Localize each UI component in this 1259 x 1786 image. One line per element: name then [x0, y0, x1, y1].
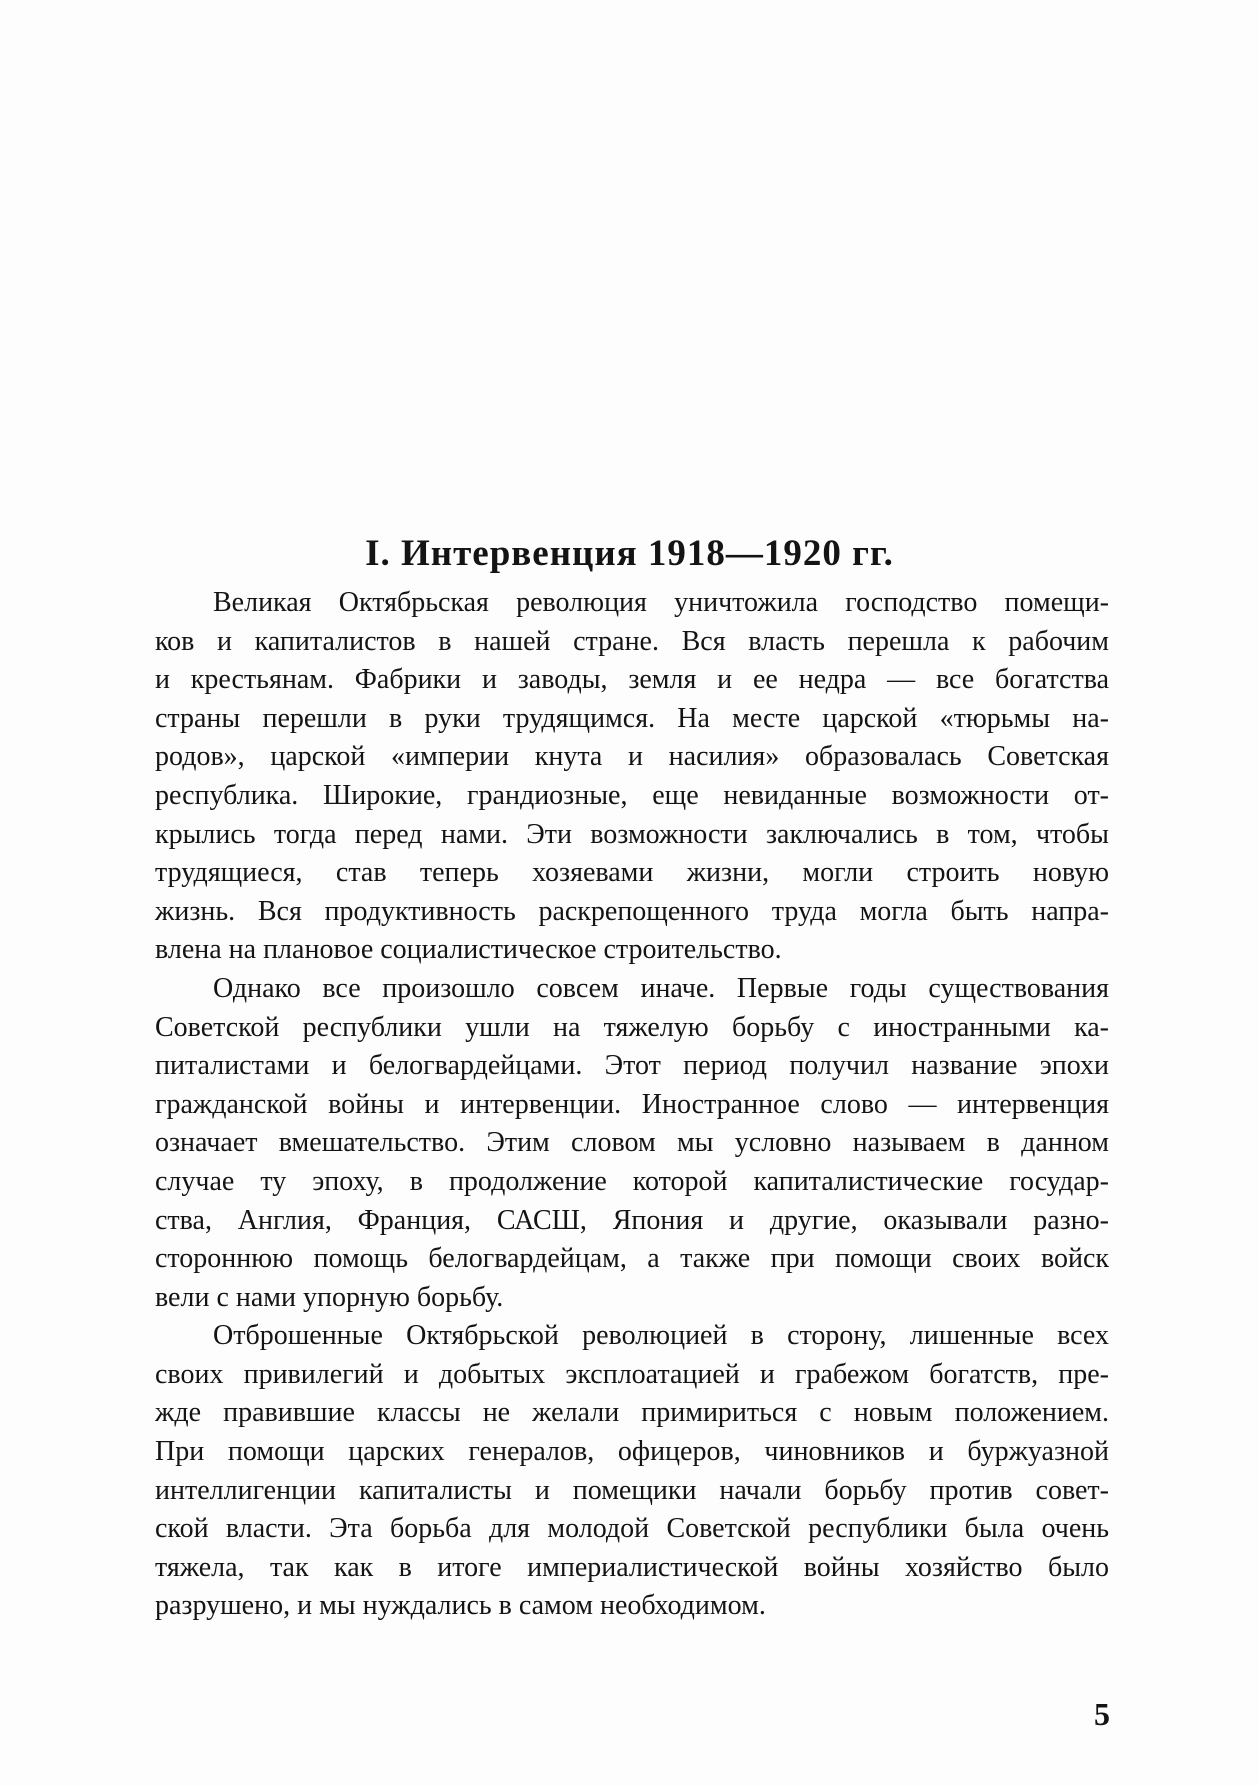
text-line: разрушено, и мы нуждались в самом необходимом.: [155, 1590, 766, 1622]
text-line: ков и капиталистов в нашей стране. Вся власть перешла к рабочим: [155, 625, 1109, 657]
text-line: вели с нами упорную борьбу.: [155, 1281, 504, 1313]
text-line: жде правившие классы не желали примириться с новым положением.: [155, 1397, 1109, 1429]
text-line: крылись тогда перед нами. Эти возможности заключались в том, чтобы: [155, 818, 1109, 850]
text-line: ства, Англия, Франция, САСШ, Япония и другие, оказывали разно-: [155, 1204, 1109, 1236]
text-line: интеллигенции капиталисты и помещики начали борьбу против совет-: [155, 1474, 1109, 1506]
text-line: ской власти. Эта борьба для молодой Советской республики была очень: [155, 1513, 1109, 1545]
text-line: влена на плановое социалистическое строительство.: [155, 934, 782, 966]
text-line: трудящиеся, став теперь хозяевами жизни, могли строить новую: [155, 857, 1109, 889]
text-line: стороннюю помощь белогвардейцам, а также при помощи своих войск: [155, 1243, 1109, 1275]
text-line: При помощи царских генералов, офицеров, чиновников и буржуазной: [155, 1436, 1109, 1468]
text-line: Однако все произошло совсем иначе. Первые годы существования: [213, 972, 1109, 1004]
text-line: страны перешли в руки трудящимся. На месте царской «тюрьмы на-: [155, 702, 1109, 734]
text-line: гражданской войны и интервенции. Иностранное слово — интервенция: [155, 1088, 1109, 1120]
text-line: Советской республики ушли на тяжелую борьбу с иностранными ка-: [155, 1011, 1109, 1043]
text-line: своих привилегий и добытых эксплоатацией и грабежом богатств, пре-: [155, 1358, 1109, 1390]
text-line: жизнь. Вся продуктивность раскрепощенного труда могла быть напра-: [155, 895, 1109, 927]
text-line: и крестьянам. Фабрики и заводы, земля и ее недра — все богатства: [155, 664, 1109, 696]
page-number: 5: [1094, 1696, 1110, 1732]
text-line: случае ту эпоху, в продолжение которой капиталистические государ-: [155, 1165, 1109, 1197]
text-line: означает вмешательство. Этим словом мы условно называем в данном: [155, 1127, 1109, 1159]
chapter-title: I. Интервенция 1918—1920 гг.: [365, 533, 894, 574]
text-line: тяжела, так как в итоге империалистической войны хозяйство было: [155, 1551, 1109, 1583]
paragraph: [155, 970, 1109, 1317]
paragraph: [155, 1317, 1109, 1626]
text-line: Великая Октябрьская революция уничтожила господство помещи-: [213, 587, 1109, 618]
paragraph: [155, 584, 1109, 970]
text-line: питалистами и белогвардейцами. Этот период получил название эпохи: [155, 1050, 1109, 1082]
text-line: родов», царской «империи кнута и насилия» образовалась Советская: [155, 741, 1109, 773]
body-text: [155, 584, 1109, 1626]
text-line: республика. Широкие, грандиозные, еще невиданные возможности от-: [155, 779, 1109, 811]
text-line: Отброшенные Октябрьской революцией в сторону, лишенные всех: [213, 1320, 1109, 1352]
